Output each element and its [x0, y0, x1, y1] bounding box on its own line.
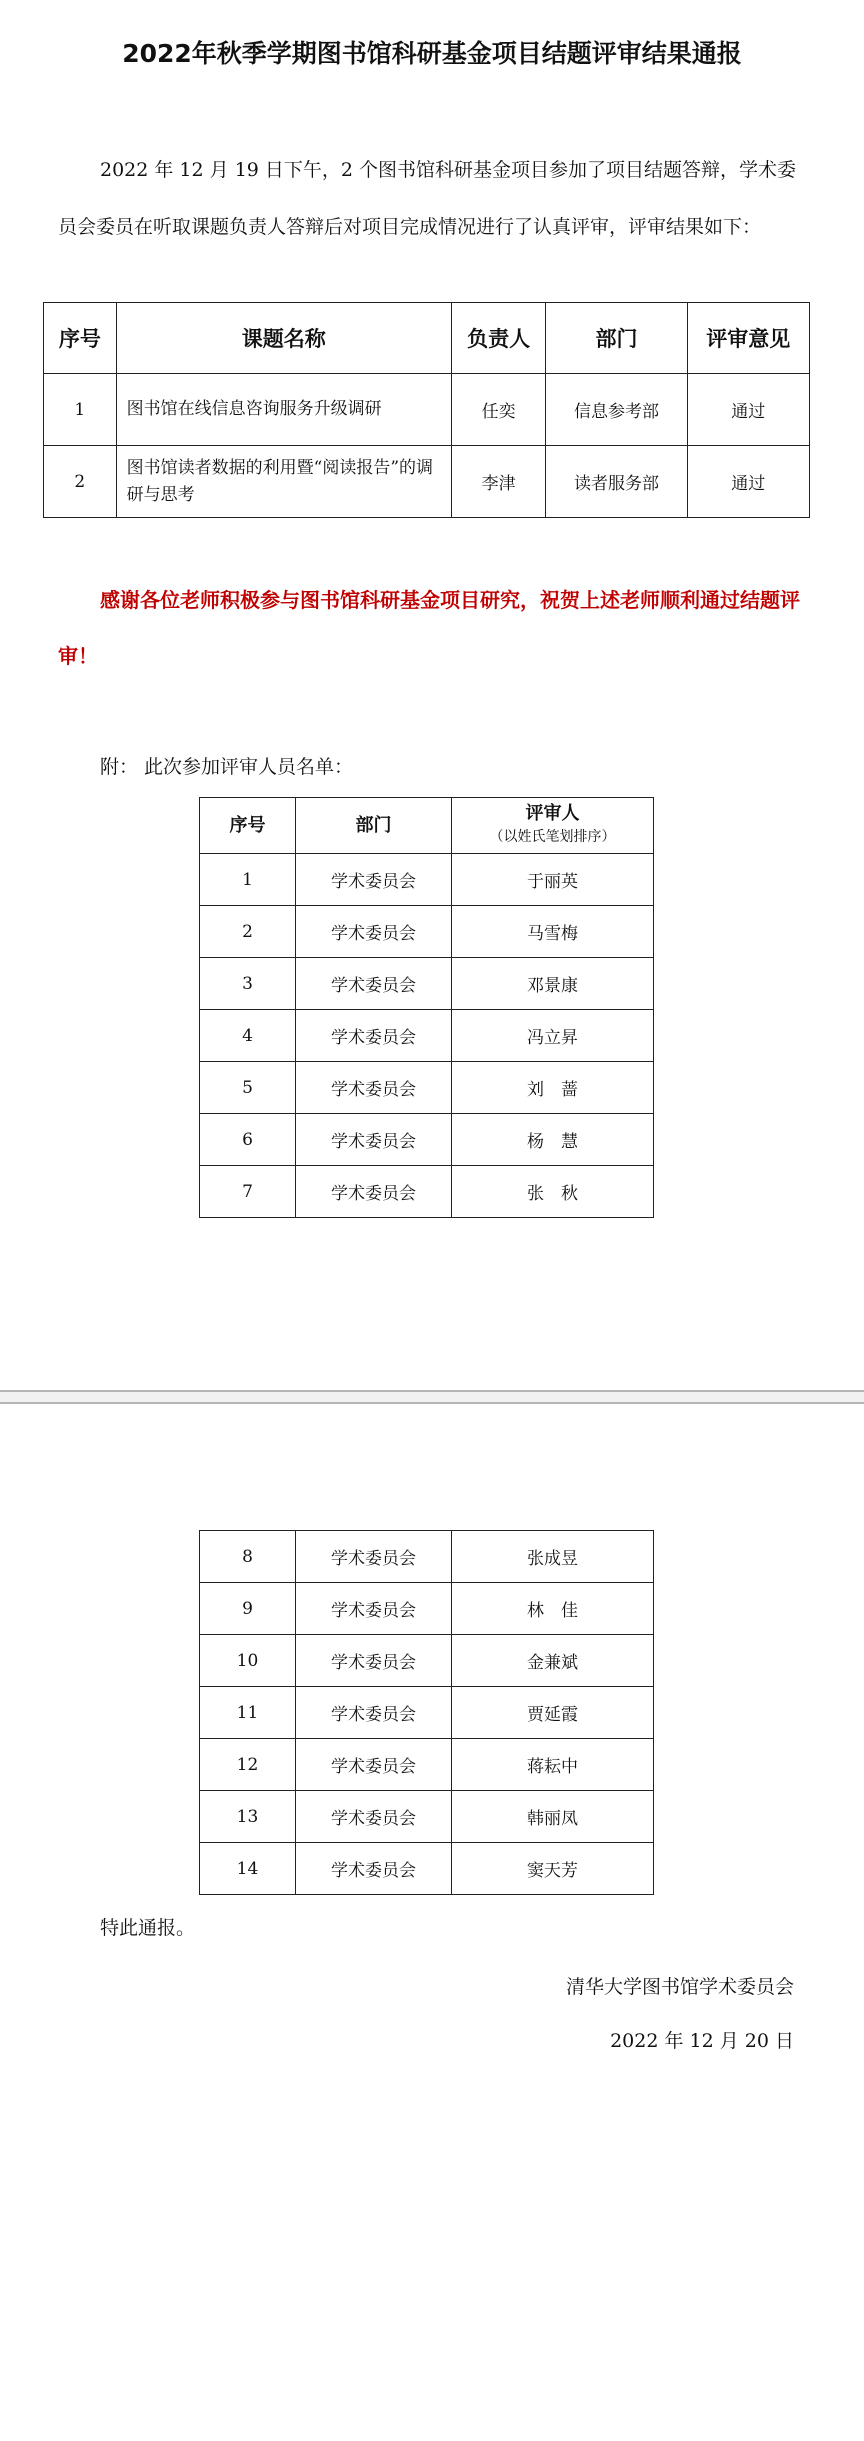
cell-project-name: 图书馆在线信息咨询服务升级调研: [116, 374, 451, 446]
cell-index: 1: [200, 854, 296, 906]
cell-reviewer: 贾延霞: [452, 1687, 654, 1739]
cell-reviewer: 邓景康: [452, 958, 654, 1010]
table-row: [44, 374, 810, 446]
appendix-label: 附： 此次参加评审人员名单：: [100, 756, 354, 778]
table-row: [200, 1635, 654, 1687]
cell-department: 学术委员会: [296, 1166, 452, 1218]
header-project-name: 课题名称: [116, 303, 451, 374]
table-row: [200, 1687, 654, 1739]
cell-reviewer: 冯立昇: [452, 1010, 654, 1062]
header-index: 序号: [44, 303, 117, 374]
cell-leader: 任奕: [451, 374, 546, 446]
table-row: [200, 1531, 654, 1583]
header-opinion: 评审意见: [687, 303, 809, 374]
cell-reviewer: 杨 慧: [452, 1114, 654, 1166]
cell-department: 学术委员会: [296, 1062, 452, 1114]
cell-opinion: 通过: [687, 374, 809, 446]
cell-leader: 李津: [451, 446, 546, 518]
cell-department: 读者服务部: [546, 446, 687, 518]
cell-reviewer: 于丽英: [452, 854, 654, 906]
cell-department: 学术委员会: [296, 1583, 452, 1635]
cell-department: 学术委员会: [296, 1843, 452, 1895]
cell-department: 信息参考部: [546, 374, 687, 446]
header-department: 部门: [546, 303, 687, 374]
table-row: [200, 1739, 654, 1791]
cell-index: 4: [200, 1010, 296, 1062]
cell-reviewer: 韩丽凤: [452, 1791, 654, 1843]
cell-reviewer: 刘 蔷: [452, 1062, 654, 1114]
table-row: [200, 1843, 654, 1895]
header-department: 部门: [296, 798, 452, 854]
results-header-row: [44, 303, 810, 374]
cell-index: 2: [44, 446, 117, 518]
results-table: [43, 302, 810, 518]
header-reviewer-label: 评审人: [525, 803, 580, 824]
cell-index: 12: [200, 1739, 296, 1791]
reviewers-header-row: [200, 798, 654, 854]
cell-department: 学术委员会: [296, 958, 452, 1010]
cell-index: 9: [200, 1583, 296, 1635]
reviewers-table-part2: [199, 1530, 654, 1895]
cell-index: 7: [200, 1166, 296, 1218]
table-row: [200, 1166, 654, 1218]
cell-index: 5: [200, 1062, 296, 1114]
cell-reviewer: 林 佳: [452, 1583, 654, 1635]
closing-text: 特此通报。: [100, 1917, 196, 1939]
header-reviewer: [452, 798, 654, 854]
table-row: [200, 1114, 654, 1166]
document-date: 2022 年 12 月 20 日: [610, 2030, 794, 2052]
page-break: [0, 1390, 864, 1404]
cell-department: 学术委员会: [296, 1791, 452, 1843]
cell-reviewer: 金兼斌: [452, 1635, 654, 1687]
cell-reviewer: 蒋耘中: [452, 1739, 654, 1791]
cell-department: 学术委员会: [296, 1687, 452, 1739]
cell-department: 学术委员会: [296, 1531, 452, 1583]
signature: 清华大学图书馆学术委员会: [565, 1976, 794, 1998]
cell-index: 13: [200, 1791, 296, 1843]
table-row: [200, 1010, 654, 1062]
cell-project-name: 图书馆读者数据的利用暨“阅读报告”的调研与思考: [116, 446, 451, 518]
table-row: [200, 854, 654, 906]
cell-department: 学术委员会: [296, 854, 452, 906]
cell-index: 2: [200, 906, 296, 958]
table-row: [200, 1583, 654, 1635]
cell-index: 1: [44, 374, 117, 446]
cell-opinion: 通过: [687, 446, 809, 518]
table-row: [200, 1062, 654, 1114]
reviewers-table-part1: [199, 797, 654, 1218]
cell-index: 11: [200, 1687, 296, 1739]
header-index: 序号: [200, 798, 296, 854]
cell-reviewer: 张成昱: [452, 1531, 654, 1583]
cell-department: 学术委员会: [296, 1739, 452, 1791]
cell-index: 10: [200, 1635, 296, 1687]
cell-index: 8: [200, 1531, 296, 1583]
table-row: [44, 446, 810, 518]
cell-department: 学术委员会: [296, 1010, 452, 1062]
cell-department: 学术委员会: [296, 1114, 452, 1166]
cell-reviewer: 窦天芳: [452, 1843, 654, 1895]
table-row: [200, 906, 654, 958]
cell-index: 6: [200, 1114, 296, 1166]
header-reviewer-note: （以姓氏笔划排序）: [489, 829, 616, 845]
cell-department: 学术委员会: [296, 1635, 452, 1687]
header-leader: 负责人: [451, 303, 546, 374]
cell-reviewer: 马雪梅: [452, 906, 654, 958]
cell-department: 学术委员会: [296, 906, 452, 958]
cell-index: 14: [200, 1843, 296, 1895]
congratulations-text: 感谢各位老师积极参与图书馆科研基金项目研究，祝贺上述老师顺利通过结题评审！: [58, 588, 800, 668]
intro-paragraph: 2022 年 12 月 19 日下午，2 个图书馆科研基金项目参加了项目结题答辩，学术委员会委员在听取课题负责人答辩后对项目完成情况进行了认真评审，评审结果如下：: [58, 159, 797, 238]
table-row: [200, 958, 654, 1010]
cell-index: 3: [200, 958, 296, 1010]
document-title: 2022年秋季学期图书馆科研基金项目结题评审结果通报: [122, 39, 742, 68]
table-row: [200, 1791, 654, 1843]
cell-reviewer: 张 秋: [452, 1166, 654, 1218]
